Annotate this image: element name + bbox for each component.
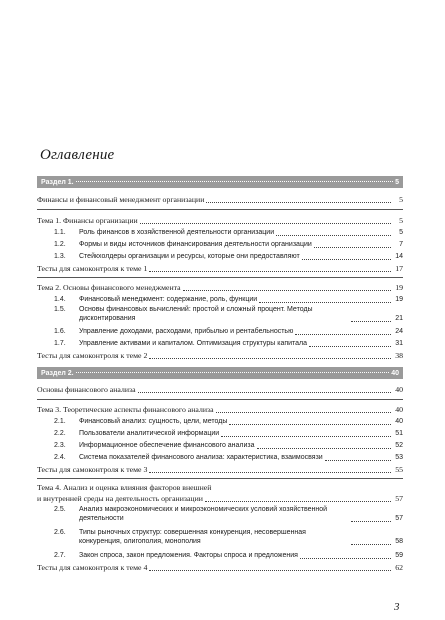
toc-subsection-2-6[interactable] [54, 528, 403, 546]
toc-num: 1.5. [54, 306, 66, 313]
toc-section-title: Раздел 1. [41, 178, 74, 186]
toc-page: 21 [395, 315, 403, 322]
toc-leader [351, 544, 391, 545]
toc-leader [149, 358, 391, 359]
toc-leader [229, 424, 391, 425]
toc-page: 52 [395, 442, 403, 449]
toc-title: Тема 1. Финансы организации [37, 216, 138, 225]
toc-title: Тема 4. Анализ и оценка влияния факторов внешней [37, 483, 212, 492]
toc-num: 2.6. [54, 529, 66, 536]
toc-page: 19 [395, 283, 403, 292]
toc-num: 2.1. [54, 418, 66, 425]
toc-title: Анализ макроэкономических и микроэкономических условий хозяйственной деятельности [79, 506, 328, 522]
divider [37, 478, 403, 479]
toc-title: Формы и виды источников финансирования деятельности организации [79, 241, 312, 248]
toc-title: Финансовый менеджмент: содержание, роль, функции [79, 296, 258, 303]
toc-page: 59 [395, 552, 403, 559]
toc-leader [138, 392, 391, 393]
toc-page: 57 [395, 494, 403, 503]
toc-page: 5 [399, 229, 403, 236]
toc-subsection-1-5[interactable] [54, 305, 403, 323]
toc-page: 31 [395, 340, 403, 347]
toc-page: 14 [395, 253, 403, 260]
toc-page: 5 [399, 195, 403, 204]
toc-subsection-2-2[interactable] [54, 429, 403, 438]
toc-title: Финансовый анализ: сущность, цели, методы [79, 418, 228, 425]
toc-title: Закон спроса, закон предложения. Факторы спроса и предложения [79, 552, 298, 559]
toc-section-1[interactable] [37, 176, 403, 188]
toc-page: 19 [395, 296, 403, 303]
toc-title: Тесты для самоконтроля к теме 2 [37, 351, 148, 360]
toc-topic-2[interactable] [37, 283, 403, 292]
toc-page: 5 [395, 178, 399, 186]
toc-section-2[interactable] [37, 367, 403, 379]
toc-title: Роль финансов в хозяйственной деятельности организации [79, 229, 275, 236]
toc-leader [309, 346, 391, 347]
toc-leader [351, 521, 391, 522]
toc-topic-1[interactable] [37, 216, 403, 225]
toc-page: 38 [395, 351, 403, 360]
toc-num: 1.7. [54, 340, 66, 347]
toc-subsection-2-4[interactable] [54, 453, 403, 462]
toc-subsection-1-3[interactable] [54, 252, 403, 261]
toc-num: 1.3. [54, 253, 66, 260]
toc-subsection-1-2[interactable] [54, 240, 403, 249]
toc-num: 2.7. [54, 552, 66, 559]
toc-leader [259, 302, 391, 303]
toc-leader [149, 271, 391, 272]
toc-title: Система показателей финансового анализа: характеристика, взаимосвязи [79, 454, 323, 461]
toc-page: 5 [399, 216, 403, 225]
toc-title: Информационное обеспечение финансового анализа [79, 442, 255, 449]
toc-leader [314, 247, 391, 248]
toc-page: 17 [395, 264, 403, 273]
toc-leader [149, 472, 391, 473]
toc-num: 2.3. [54, 442, 66, 449]
toc-leader [276, 235, 391, 236]
toc-page: 40 [391, 369, 399, 377]
toc-title: Управление доходами, расходами, прибылью и рентабельностью [79, 328, 294, 335]
toc-title: Тесты для самоконтроля к теме 1 [37, 264, 148, 273]
toc-page: 24 [395, 328, 403, 335]
toc-num: 1.2. [54, 241, 66, 248]
toc-page: 7 [399, 241, 403, 248]
toc-leader [76, 372, 390, 373]
toc-leader [149, 570, 391, 571]
toc-leader [140, 223, 391, 224]
toc-title: и внутренней среды на деятельность организации [37, 494, 203, 503]
toc-chapter-financial-analysis[interactable] [37, 385, 403, 394]
toc-subsection-2-5[interactable] [54, 505, 403, 523]
toc-title: Основы финансовых вычислений: простой и сложный процент. Методы дисконтирования [79, 306, 313, 322]
divider [37, 399, 403, 400]
toc-leader [216, 412, 391, 413]
toc-test-topic-4[interactable] [37, 563, 403, 572]
toc-leader [325, 460, 391, 461]
toc-page: 55 [395, 465, 403, 474]
toc-subsection-1-4[interactable] [54, 295, 403, 304]
toc-subsection-1-6[interactable] [54, 327, 403, 336]
divider [37, 277, 403, 278]
toc-leader [351, 321, 391, 322]
toc-page: 53 [395, 454, 403, 461]
toc-leader [76, 181, 393, 182]
toc-test-topic-1[interactable] [37, 264, 403, 273]
toc-title: Стейкхолдеры организации и ресурсы, которые они предоставляют [79, 253, 300, 260]
toc-subsection-2-1[interactable] [54, 417, 403, 426]
toc-leader [221, 436, 391, 437]
toc-leader [295, 334, 391, 335]
divider [37, 209, 403, 210]
toc-leader [257, 448, 391, 449]
toc-topic-4[interactable] [37, 494, 403, 503]
toc-num: 2.2. [54, 430, 66, 437]
toc-num: 2.4. [54, 454, 66, 461]
toc-num: 2.5. [54, 506, 66, 513]
toc-subsection-2-3[interactable] [54, 441, 403, 450]
toc-subsection-2-7[interactable] [54, 551, 403, 560]
toc-test-topic-3[interactable] [37, 465, 403, 474]
toc-title: Управление активами и капиталом. Оптимизация структуры капитала [79, 340, 308, 347]
toc-leader [302, 259, 391, 260]
toc-leader [183, 290, 391, 291]
toc-title: Тема 2. Основы финансового менеджмента [37, 283, 181, 292]
toc-topic-3[interactable] [37, 405, 403, 414]
page-number: 3 [394, 601, 400, 613]
toc-title: Финансы и финансовый менеджмент организации [37, 195, 205, 204]
toc-num: 1.1. [54, 229, 66, 236]
toc-title: Тесты для самоконтроля к теме 3 [37, 465, 148, 474]
toc-leader [205, 501, 391, 502]
toc-page: 57 [395, 515, 403, 522]
toc-title: Тема 3. Теоретические аспекты финансового анализа [37, 405, 214, 414]
toc-chapter-finance-management[interactable] [37, 195, 403, 204]
toc-subsection-1-7[interactable] [54, 339, 403, 348]
toc-title: Основы финансового анализа [37, 385, 136, 394]
toc-page: 62 [395, 563, 403, 572]
page-title: Оглавление [40, 147, 115, 163]
toc-page: 40 [395, 385, 403, 394]
toc-leader [206, 202, 391, 203]
toc-num: 1.6. [54, 328, 66, 335]
toc-title: Типы рыночных структур: совершенная конкуренция, несовершенная конкуренция, олигополия, монополия [79, 529, 306, 545]
toc-subsection-1-1[interactable] [54, 228, 403, 237]
toc-section-title: Раздел 2. [41, 369, 74, 377]
toc-page: 58 [395, 538, 403, 545]
toc-page: 51 [395, 430, 403, 437]
toc-title: Тесты для самоконтроля к теме 4 [37, 563, 148, 572]
toc-topic-4-line-1[interactable] [37, 483, 403, 492]
toc-page: 40 [395, 418, 403, 425]
toc-title: Пользователи аналитической информации [79, 430, 220, 437]
toc-num: 1.4. [54, 296, 66, 303]
toc-page: 40 [395, 405, 403, 414]
toc-test-topic-2[interactable] [37, 351, 403, 360]
toc-leader [300, 558, 391, 559]
